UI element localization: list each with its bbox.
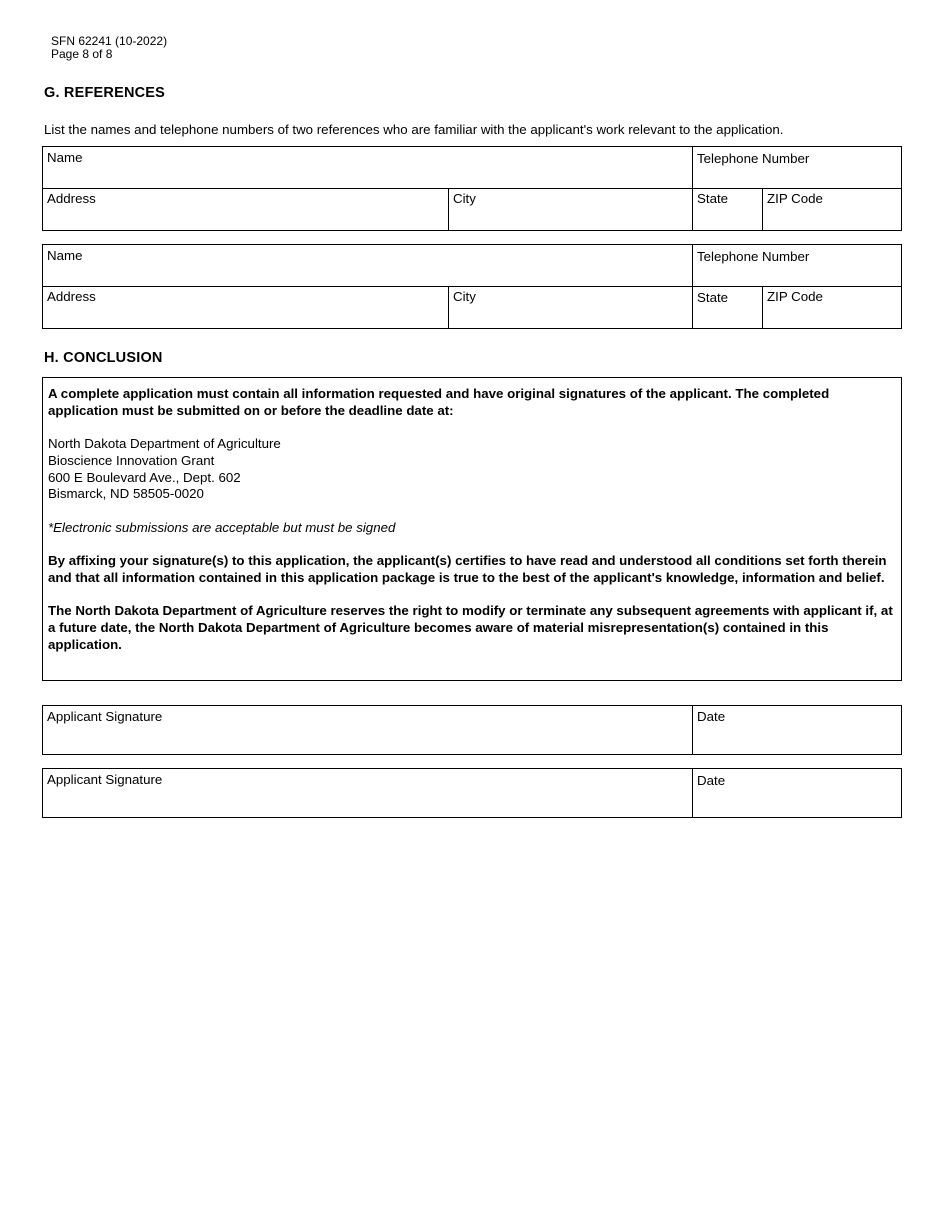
telephone-label: Telephone Number: [697, 249, 810, 264]
submission-requirements: A complete application must contain all information requested and have original signatures of the applicant. The completed application must be submitted on or before the deadline date at:: [48, 386, 830, 418]
city-label: City: [453, 289, 476, 304]
reference-2-address-field[interactable]: [43, 286, 448, 328]
date-label: Date: [697, 773, 726, 788]
date-field-1[interactable]: [692, 706, 902, 754]
reference-1-city-field[interactable]: [448, 188, 692, 230]
state-label: State: [697, 290, 729, 305]
mailing-address-line-2: Bioscience Innovation Grant: [48, 452, 215, 468]
zip-label: ZIP Code: [767, 191, 823, 206]
name-label: Name: [47, 248, 83, 263]
references-intro: List the names and telephone numbers of two references who are familiar with the applicant's work relevant to the application.: [44, 122, 784, 137]
address-label: Address: [47, 289, 96, 304]
electronic-submission-note: *Electronic submissions are acceptable but must be signed: [48, 519, 396, 535]
mailing-address-line-1: North Dakota Department of Agriculture: [48, 436, 281, 452]
conclusion-section-title: H. CONCLUSION: [44, 350, 163, 366]
reference-2-state-field[interactable]: [692, 286, 762, 328]
signature-row-1: [42, 705, 902, 755]
form-number: SFN 62241 (10-2022): [51, 34, 168, 48]
reference-2-city-field[interactable]: [448, 286, 692, 328]
reference-1-address-field[interactable]: [43, 188, 448, 230]
mailing-address-line-4: Bismarck, ND 58505-0020: [48, 486, 204, 502]
name-label: Name: [47, 150, 83, 165]
date-label: Date: [697, 709, 726, 724]
applicant-signature-label: Applicant Signature: [47, 709, 163, 724]
reference-1-telephone-field[interactable]: [692, 147, 902, 188]
state-label: State: [697, 191, 729, 206]
reference-1-name-field[interactable]: [43, 147, 692, 188]
applicant-signature-field-1[interactable]: [43, 706, 692, 754]
applicant-signature-field-2[interactable]: [43, 769, 692, 817]
signature-row-2: [42, 768, 902, 818]
date-field-2[interactable]: [692, 769, 902, 817]
reference-1-state-field[interactable]: [692, 188, 762, 230]
mailing-address-line-3: 600 E Boulevard Ave., Dept. 602: [48, 469, 241, 485]
references-section-title: G. REFERENCES: [44, 85, 166, 101]
reference-1-table: [42, 146, 902, 231]
certification-statement: By affixing your signature(s) to this application, the applicant(s) certifies to have read and understood all conditions set forth therein and that all information contained in this application package is true to the best of the applicant's knowledge, information and belief.: [48, 553, 887, 585]
reference-1-zip-field[interactable]: [762, 188, 902, 230]
address-label: Address: [47, 191, 96, 206]
zip-label: ZIP Code: [767, 289, 823, 304]
city-label: City: [453, 191, 476, 206]
page-number: Page 8 of 8: [51, 47, 113, 61]
reference-2-name-field[interactable]: [43, 245, 692, 286]
reservation-statement: The North Dakota Department of Agriculture reserves the right to modify or terminate any subsequent agreements with applicant if, at a future date, the North Dakota Department of Agriculture becomes aware of material misrepresentation(s) contained in this application.: [48, 603, 893, 652]
reference-2-table: [42, 244, 902, 329]
telephone-label: Telephone Number: [697, 151, 810, 166]
reference-2-telephone-field[interactable]: [692, 245, 902, 286]
reference-2-zip-field[interactable]: [762, 286, 902, 328]
conclusion-box: [42, 377, 902, 681]
applicant-signature-label: Applicant Signature: [47, 772, 163, 787]
